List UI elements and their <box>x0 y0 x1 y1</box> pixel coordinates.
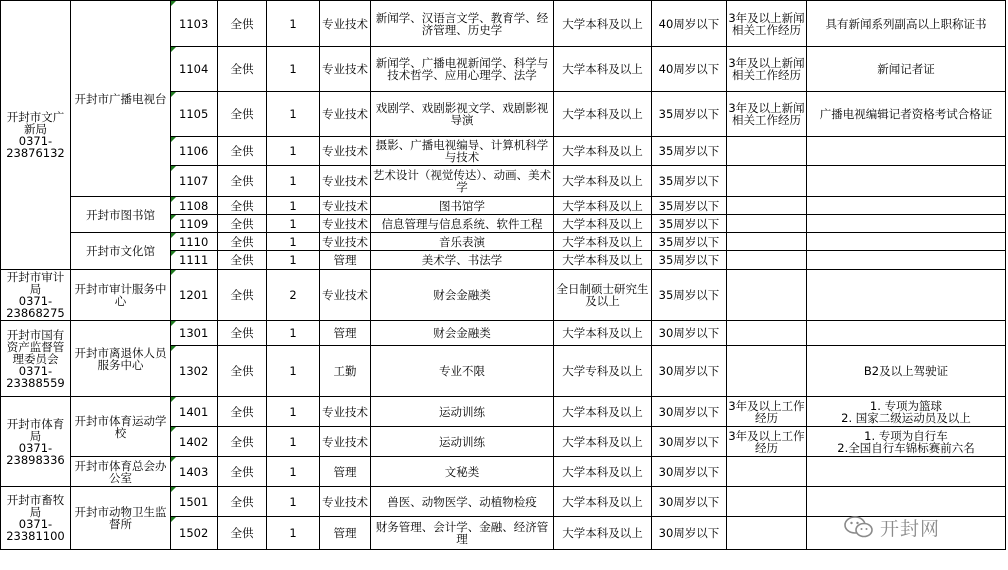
count-cell: 1 <box>267 1 320 47</box>
unit-cell: 开封市动物卫生监督所 <box>71 487 171 550</box>
count-cell: 1 <box>267 397 320 427</box>
department-name: 开封市体育局 <box>6 416 65 443</box>
code-cell: 1103 <box>171 1 218 47</box>
funding-cell: 全供 <box>218 92 267 137</box>
type-cell: 管理 <box>320 517 371 550</box>
experience-cell: 3年及以上新闻相关工作经历 <box>727 1 807 47</box>
education-cell: 大学本科及以上 <box>554 321 652 346</box>
department-name: 开封市审计局 <box>6 270 65 296</box>
wechat-icon <box>844 516 874 538</box>
code-cell: 1402 <box>171 427 218 457</box>
funding-cell: 全供 <box>218 427 267 457</box>
department-name: 开封市文广新局 <box>6 110 65 136</box>
education-cell: 大学本科及以上 <box>554 197 652 215</box>
age-cell: 30周岁以下 <box>652 397 727 427</box>
education-cell: 大学本科及以上 <box>554 1 652 47</box>
other-cell <box>807 197 1006 215</box>
department-cell <box>1 270 71 321</box>
major-cell: 新闻学、汉语言文学、教育学、经济管理、历史学 <box>371 1 554 47</box>
experience-cell <box>727 517 807 550</box>
funding-cell: 全供 <box>218 197 267 215</box>
age-cell: 35周岁以下 <box>652 215 727 233</box>
count-cell: 1 <box>267 457 320 487</box>
department-phone: 0371-23898336 <box>6 440 65 467</box>
type-cell: 专业技术 <box>320 215 371 233</box>
experience-cell <box>727 270 807 321</box>
major-cell: 财务管理、会计学、金融、经济管理 <box>371 517 554 550</box>
table-row <box>1 197 1006 215</box>
type-cell: 管理 <box>320 457 371 487</box>
other-cell <box>807 166 1006 197</box>
education-cell: 大学本科及以上 <box>554 457 652 487</box>
other-cell <box>807 457 1006 487</box>
type-cell: 专业技术 <box>320 166 371 197</box>
funding-cell: 全供 <box>218 166 267 197</box>
count-cell: 1 <box>267 346 320 397</box>
unit-cell: 开封市图书馆 <box>71 197 171 233</box>
age-cell: 35周岁以下 <box>652 137 727 166</box>
type-cell: 专业技术 <box>320 47 371 92</box>
funding-cell: 全供 <box>218 487 267 517</box>
funding-cell: 全供 <box>218 517 267 550</box>
education-cell: 大学本科及以上 <box>554 215 652 233</box>
table-row <box>1 321 1006 346</box>
table-row <box>1 397 1006 427</box>
code-cell: 1106 <box>171 137 218 166</box>
major-cell: 摄影、广播电视编导、计算机科学与技术 <box>371 137 554 166</box>
department-cell <box>1 487 71 550</box>
major-cell: 财会金融类 <box>371 321 554 346</box>
education-cell: 大学本科及以上 <box>554 517 652 550</box>
unit-cell: 开封市审计服务中心 <box>71 270 171 321</box>
code-cell: 1302 <box>171 346 218 397</box>
count-cell: 1 <box>267 137 320 166</box>
code-cell: 1109 <box>171 215 218 233</box>
major-cell: 文秘类 <box>371 457 554 487</box>
count-cell: 1 <box>267 215 320 233</box>
education-cell: 全日制硕士研究生及以上 <box>554 270 652 321</box>
count-cell: 1 <box>267 92 320 137</box>
count-cell: 1 <box>267 427 320 457</box>
type-cell: 专业技术 <box>320 1 371 47</box>
table-row <box>1 487 1006 517</box>
age-cell: 35周岁以下 <box>652 92 727 137</box>
education-cell: 大学本科及以上 <box>554 487 652 517</box>
count-cell: 1 <box>267 487 320 517</box>
age-cell: 40周岁以下 <box>652 1 727 47</box>
code-cell: 1401 <box>171 397 218 427</box>
education-cell: 大学本科及以上 <box>554 137 652 166</box>
major-cell: 新闻学、广播电视新闻学、科学与技术哲学、应用心理学、法学 <box>371 47 554 92</box>
education-cell: 大学本科及以上 <box>554 92 652 137</box>
code-cell: 1502 <box>171 517 218 550</box>
other-cell <box>807 137 1006 166</box>
department-cell <box>1 397 71 487</box>
age-cell: 30周岁以下 <box>652 457 727 487</box>
type-cell: 专业技术 <box>320 427 371 457</box>
education-cell: 大学本科及以上 <box>554 166 652 197</box>
code-cell: 1201 <box>171 270 218 321</box>
type-cell: 专业技术 <box>320 487 371 517</box>
funding-cell: 全供 <box>218 346 267 397</box>
type-cell: 专业技术 <box>320 137 371 166</box>
other-cell: 新闻记者证 <box>807 47 1006 92</box>
age-cell: 35周岁以下 <box>652 233 727 251</box>
other-cell <box>807 233 1006 251</box>
major-cell: 戏剧学、戏剧影视文学、戏剧影视导演 <box>371 92 554 137</box>
age-cell: 35周岁以下 <box>652 270 727 321</box>
table-row <box>1 457 1006 487</box>
unit-cell: 开封市广播电视台 <box>71 1 171 197</box>
age-cell: 30周岁以下 <box>652 321 727 346</box>
count-cell: 1 <box>267 321 320 346</box>
table-row <box>1 270 1006 321</box>
table-row <box>1 233 1006 251</box>
age-cell: 35周岁以下 <box>652 197 727 215</box>
experience-cell: 3年及以上工作经历 <box>728 398 805 425</box>
experience-cell <box>727 137 807 166</box>
count-cell: 2 <box>267 270 320 321</box>
experience-cell: 3年及以上新闻相关工作经历 <box>727 92 807 137</box>
experience-cell <box>727 197 807 215</box>
unit-cell: 开封市文化馆 <box>71 233 171 270</box>
table-row <box>1 1 1006 47</box>
department-phone: 0371-23388559 <box>6 363 65 390</box>
department-phone: 0371-23868275 <box>6 294 65 320</box>
experience-cell <box>727 321 807 346</box>
code-cell: 1104 <box>171 47 218 92</box>
watermark <box>844 514 994 540</box>
major-cell: 兽医、动物医学、动植物检疫 <box>371 487 554 517</box>
department-cell <box>1 321 71 397</box>
other-cell: 具有新闻系列副高以上职称证书 <box>807 1 1006 47</box>
count-cell: 1 <box>267 251 320 270</box>
code-cell: 1105 <box>171 92 218 137</box>
count-cell: 1 <box>267 197 320 215</box>
count-cell: 1 <box>267 517 320 550</box>
count-cell: 1 <box>267 47 320 92</box>
other-cell <box>807 251 1006 270</box>
funding-cell: 全供 <box>218 457 267 487</box>
code-cell: 1501 <box>171 487 218 517</box>
code-cell: 1111 <box>171 251 218 270</box>
age-cell: 30周岁以下 <box>652 346 727 397</box>
type-cell: 专业技术 <box>320 197 371 215</box>
experience-cell <box>727 251 807 270</box>
watermark-text: 开封网 <box>880 517 941 540</box>
major-cell: 专业不限 <box>371 346 554 397</box>
code-cell: 1301 <box>171 321 218 346</box>
major-cell: 运动训练 <box>371 427 554 457</box>
major-cell: 运动训练 <box>371 397 554 427</box>
unit-cell: 开封市体育运动学校 <box>71 397 171 457</box>
age-cell: 40周岁以下 <box>652 47 727 92</box>
unit-cell: 开封市离退休人员服务中心 <box>71 321 171 397</box>
funding-cell: 全供 <box>218 270 267 321</box>
funding-cell: 全供 <box>218 137 267 166</box>
funding-cell: 全供 <box>218 251 267 270</box>
education-cell: 大学专科及以上 <box>554 346 652 397</box>
other-cell <box>807 487 1006 517</box>
age-cell: 30周岁以下 <box>652 487 727 517</box>
experience-cell: 3年及以上新闻相关工作经历 <box>727 47 807 92</box>
major-cell: 音乐表演 <box>371 233 554 251</box>
education-cell: 大学本科及以上 <box>554 233 652 251</box>
other-cell: 1. 专项为篮球 2. 国家二级运动员及以上 <box>807 397 1006 427</box>
education-cell: 大学本科及以上 <box>554 427 652 457</box>
major-cell: 图书馆学 <box>371 197 554 215</box>
age-cell: 30周岁以下 <box>652 517 727 550</box>
code-cell: 1110 <box>171 233 218 251</box>
type-cell: 专业技术 <box>320 233 371 251</box>
experience-cell <box>727 166 807 197</box>
major-cell: 信息管理与信息系统、软件工程 <box>371 215 554 233</box>
age-cell: 35周岁以下 <box>652 166 727 197</box>
other-cell: 1. 专项为自行车 2.全国自行车锦标赛前六名 <box>807 427 1006 457</box>
department-name: 开封市国有资产监督管理委员会 <box>6 327 65 366</box>
experience-cell <box>727 215 807 233</box>
major-cell: 美术学、书法学 <box>371 251 554 270</box>
department-phone: 0371-23876132 <box>6 134 65 160</box>
code-cell: 1107 <box>171 166 218 197</box>
experience-cell: 3年及以上工作经历 <box>728 428 805 455</box>
funding-cell: 全供 <box>218 1 267 47</box>
funding-cell: 全供 <box>218 397 267 427</box>
type-cell: 工勤 <box>320 346 371 397</box>
major-cell: 财会金融类 <box>371 270 554 321</box>
funding-cell: 全供 <box>218 233 267 251</box>
type-cell: 管理 <box>320 321 371 346</box>
major-cell: 艺术设计（视觉传达）、动画、美术学 <box>371 166 554 197</box>
type-cell: 专业技术 <box>320 270 371 321</box>
other-cell <box>807 270 1006 321</box>
other-cell: B2及以上驾驶证 <box>807 346 1006 397</box>
code-cell: 1108 <box>171 197 218 215</box>
experience-cell <box>727 487 807 517</box>
funding-cell: 全供 <box>218 321 267 346</box>
education-cell: 大学本科及以上 <box>554 251 652 270</box>
other-cell <box>807 321 1006 346</box>
count-cell: 1 <box>267 233 320 251</box>
type-cell: 管理 <box>320 251 371 270</box>
type-cell: 专业技术 <box>320 397 371 427</box>
age-cell: 35周岁以下 <box>652 251 727 270</box>
funding-cell: 全供 <box>218 215 267 233</box>
department-phone: 0371-23381100 <box>6 517 65 543</box>
count-cell: 1 <box>267 166 320 197</box>
type-cell: 专业技术 <box>320 92 371 137</box>
department-name: 开封市畜牧局 <box>6 493 65 519</box>
experience-cell <box>727 233 807 251</box>
education-cell: 大学本科及以上 <box>554 47 652 92</box>
unit-cell: 开封市体育总会办公室 <box>71 457 171 487</box>
funding-cell: 全供 <box>218 47 267 92</box>
other-cell: 广播电视编辑记者资格考试合格证 <box>807 92 1006 137</box>
age-cell: 30周岁以下 <box>652 427 727 457</box>
experience-cell <box>727 457 807 487</box>
experience-cell <box>727 346 807 397</box>
education-cell: 大学本科及以上 <box>554 397 652 427</box>
other-cell <box>807 215 1006 233</box>
code-cell: 1403 <box>171 457 218 487</box>
department-cell <box>1 1 71 270</box>
